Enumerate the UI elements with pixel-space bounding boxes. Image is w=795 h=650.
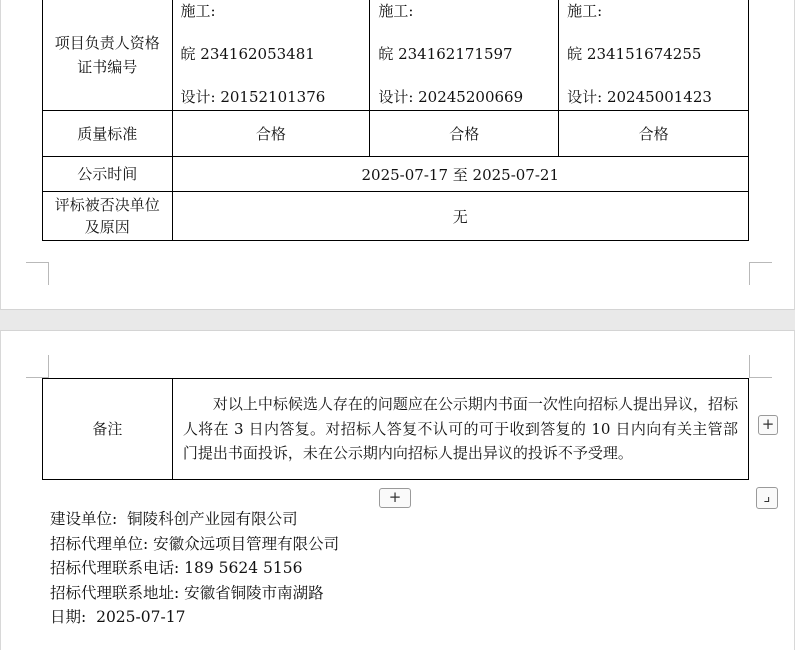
rejected-label	[43, 192, 173, 241]
construction-label: 施工:	[378, 2, 414, 20]
cert-cell-1[interactable]	[172, 0, 370, 111]
cert-cell-2[interactable]	[370, 0, 559, 111]
publicity-value[interactable]: 2025-07-17 至 2025-07-21	[172, 157, 748, 192]
remarks-row	[43, 379, 749, 480]
bid-candidate-table	[42, 0, 749, 241]
construction-cert-number: 皖 234162053481	[180, 45, 315, 63]
cert-cell-3[interactable]	[559, 0, 749, 111]
design-cert-number: 设计: 20245200669	[378, 88, 524, 106]
cert-row	[43, 0, 749, 111]
construction-label: 施工:	[180, 2, 216, 20]
margin-corner-bottom-left	[26, 262, 49, 285]
remarks-table	[42, 378, 749, 480]
construction-label: 施工:	[567, 2, 603, 20]
publicity-row	[43, 157, 749, 192]
margin-corner-top-right	[749, 355, 772, 378]
margin-corner-top-left	[26, 355, 49, 378]
publicity-label: 公示时间	[43, 157, 173, 192]
agency-address-line: 招标代理联系地址: 安徽省铜陵市南湖路	[50, 583, 324, 602]
agency-phone-line: 招标代理联系电话: 189 5624 5156	[50, 559, 303, 577]
table-resize-handle-icon[interactable]: ⌟	[756, 487, 778, 509]
owner-line: 建设单位: 铜陵科创产业园有限公司	[50, 510, 298, 528]
rejected-row	[43, 192, 749, 241]
agency-line: 招标代理单位: 安徽众远项目管理有限公司	[50, 534, 340, 553]
date-line: 日期: 2025-07-17	[50, 608, 186, 626]
quality-value-2[interactable]: 合格	[370, 111, 559, 157]
construction-cert-number: 皖 234151674255	[567, 45, 702, 63]
quality-value-1[interactable]: 合格	[172, 111, 370, 157]
add-row-button[interactable]: +	[379, 488, 411, 508]
document-page-2	[0, 330, 795, 650]
remarks-label: 备注	[43, 379, 173, 480]
remarks-text[interactable]: 对以上中标候选人存在的问题应在公示期内书面一次性向招标人提出异议，招标人将在 3 日内答复。对招标人答复不认可的可于收到答复的 10 日内向有关主管部门提出书面投诉，未在公示期内向招标人提出异议的投诉不予受理。	[172, 379, 748, 480]
design-cert-number: 设计: 20245001423	[567, 88, 712, 106]
margin-corner-bottom-right	[749, 262, 772, 285]
cert-label	[43, 0, 173, 111]
notice-info-block	[50, 507, 339, 630]
quality-row	[43, 111, 749, 157]
construction-cert-number: 皖 234162171597	[378, 45, 513, 63]
document-page-1	[0, 0, 795, 310]
rejected-value[interactable]: 无	[172, 192, 748, 241]
add-column-button[interactable]: +	[758, 415, 778, 435]
quality-value-3[interactable]: 合格	[559, 111, 749, 157]
design-cert-number: 设计: 20152101376	[180, 88, 326, 106]
quality-label: 质量标准	[43, 111, 173, 157]
rejected-label-text: 评标被否决单位及原因	[54, 196, 160, 236]
cert-label-text: 项目负责人资格证书编号	[54, 33, 160, 76]
